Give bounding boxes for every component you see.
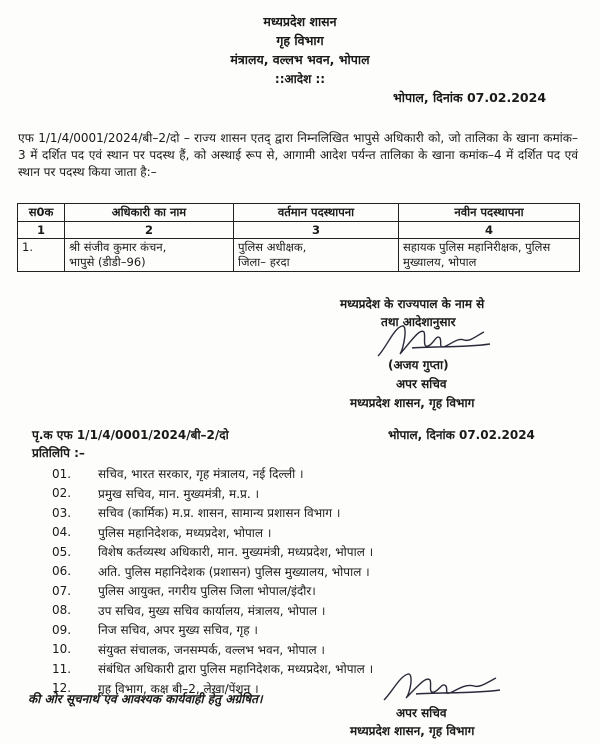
table-header-row <box>18 204 580 222</box>
col-number: 3 <box>234 222 399 239</box>
posting-table <box>17 203 580 272</box>
col-number: 4 <box>399 222 580 239</box>
table-row <box>18 239 580 272</box>
officer-service: भापुसे (डीडी–96) <box>69 255 146 269</box>
list-item: 08. उप सचिव, मुख्य सचिव कार्यालय, मंत्रालय, भोपाल । <box>52 603 326 618</box>
list-item: 09. निज सचिव, अपर मुख्य सचिव, गृह । <box>52 622 258 638</box>
cell-current-posting <box>234 239 399 272</box>
col-header-sno: स0क <box>18 204 65 222</box>
signatory-designation: अपर सचिव <box>396 377 447 391</box>
list-item: 04. पुलिस महानिदेशक, मध्यप्रदेश, भोपाल । <box>52 525 272 540</box>
signatory-department: मध्यप्रदेश शासन, गृह विभाग <box>350 396 475 410</box>
order-title: ::आदेश :: <box>274 72 326 86</box>
signatory2-designation: अपर सचिव <box>396 706 447 720</box>
endorsement-date: भोपाल, दिनांक 07.02.2024 <box>388 428 535 442</box>
new-place: मुख्यालय, भोपाल <box>403 255 477 269</box>
copy-label: प्रतिलिपि :– <box>32 446 85 460</box>
table-colnum-row <box>18 222 580 239</box>
list-item: 10. संयुक्त संचालक, जनसम्पर्क, वल्लभ भवन, भोपाल । <box>52 642 325 657</box>
copy-list <box>28 464 448 698</box>
cell-officer-name <box>65 239 234 272</box>
order-paragraph: एफ 1/1/4/0001/2024/बी–2/दो – राज्य शासन एतद् द्वारा निम्नलिखित भापुसे अधिकारी को, जो तालिका के खाना कमांक–3 में दर्शित पद एवं स्थान पर पदस्थ हैं, को अस्थाई रूप से, आगामी आदेश पर्यन्त तालिका के खाना कमांक–4 में दर्शित पद एवं स्थान पर पदस्थ किया जाता है:– <box>18 131 578 179</box>
order-date: भोपाल, दिनांक 07.02.2024 <box>393 90 547 105</box>
col-header-current-posting: वर्तमान पदस्थापना <box>234 204 399 222</box>
forwarding-note: की ओर सूचनार्थ एवं आवश्यक कार्यवाही हेतु अग्रेषित। <box>28 692 263 706</box>
department-heading: गृह विभाग <box>276 33 324 48</box>
col-number: 2 <box>65 222 234 239</box>
office-address: मंत्रालय, वल्लभ भवन, भोपाल <box>230 52 370 67</box>
officer-name: श्री संजीव कुमार कंचन, <box>69 240 167 254</box>
by-order-line: तथा आदेशानुसार <box>381 315 456 329</box>
list-item: 02. प्रमुख सचिव, मान. मुख्यमंत्री, म.प्र. । <box>52 486 260 501</box>
col-header-new-posting: नवीन पदस्थापना <box>399 204 580 222</box>
new-post: सहायक पुलिस महानिरीक्षक, पुलिस <box>403 240 551 254</box>
list-item: 12. गृह विभाग, कक्ष बी–2, लेखा/पेंशन । <box>52 681 259 696</box>
list-item: 06. अति. पुलिस महानिदेशक (प्रशासन) पुलिस मुख्यालय, भोपाल । <box>52 564 370 579</box>
cell-new-posting <box>399 239 580 272</box>
list-item: 03. सचिव (कार्मिक) म.प्र. शासन, सामान्य प्रशासन विभाग । <box>52 505 341 521</box>
authority-line: मध्यप्रदेश के राज्यपाल के नाम से <box>340 297 485 311</box>
list-item: 01. सचिव, भारत सरकार, गृह मंत्रालय, नई दिल्ली । <box>52 466 304 482</box>
list-item: 11. संबंधित अधिकारी द्वारा पुलिस महानिदेशक, मध्यप्रदेश, भोपाल । <box>52 661 374 677</box>
signatory-name: (अजय गुप्ता) <box>388 358 449 372</box>
current-place: जिला– हरदा <box>238 255 290 269</box>
list-item: 07. पुलिस आयुक्त, नगरीय पुलिस जिला भोपाल/इंदौर। <box>52 583 316 599</box>
cell-sno: 1. <box>18 239 65 272</box>
signature-icon <box>380 668 510 708</box>
col-header-officer-name: अधिकारी का नाम <box>65 204 234 222</box>
list-item: 05. विशेष कर्तव्यस्थ अधिकारी, मान. मुख्यमंत्री, मध्यप्रदेश, भोपाल । <box>52 544 374 560</box>
endorsement-ref: पृ.क एफ 1/1/4/0001/2024/बी–2/दो <box>32 428 229 442</box>
col-number: 1 <box>18 222 65 239</box>
govt-heading: मध्यप्रदेश शासन <box>263 14 337 29</box>
signatory2-department: मध्यप्रदेश शासन, गृह विभाग <box>350 724 475 738</box>
current-post: पुलिस अधीक्षक, <box>238 240 307 254</box>
